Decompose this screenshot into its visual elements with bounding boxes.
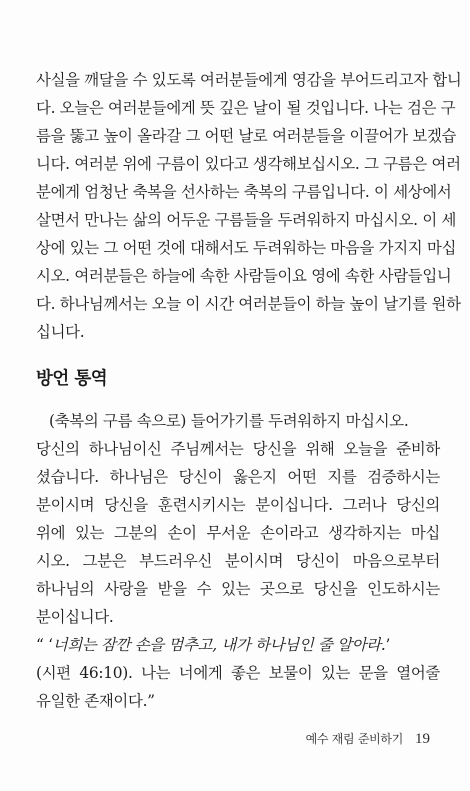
page-number: 19 (415, 731, 430, 747)
text-line: 살면서 만나는 삶의 어두운 구름들을 두려워하지 마십시오. 이 세 (36, 211, 457, 229)
text-line: 셨습니다. 하나님은 당신이 옳은지 어떤 지를 검증하시는 (36, 468, 440, 486)
running-head: 예수 재림 준비하기 (305, 732, 403, 746)
text-line: 름을 뚫고 높이 올라갈 그 어떤 날로 여러분들을 이끌어가 보겠습 (36, 127, 457, 145)
scripture-quote-line (36, 631, 440, 659)
section-heading: 방언 통역 (36, 369, 108, 389)
text-line: 당신의 하나님이신 주님께서는 당신을 위해 오늘을 준비하 (36, 440, 440, 458)
quote-open-mark: “ ‘ (36, 636, 53, 654)
text-line: 상에 있는 그 어떤 것에 대해서도 두려워하는 마음을 가지지 마십 (36, 239, 457, 257)
text-line: 다. 하나님께서는 오늘 이 시간 여러분들이 하늘 높이 날기를 원하 (36, 295, 461, 313)
text-line: 사실을 깨달을 수 있도록 여러분들에게 영감을 부어드리고자 합니 (36, 71, 462, 89)
text-line: 시오. 그분은 부드러우신 분이시며 당신이 마음으로부터 (36, 552, 440, 570)
text-line: 시오. 여러분들은 하늘에 속한 사람들이요 영에 속한 사람들입니 (36, 267, 452, 285)
text-line: 하나님의 사랑을 받을 수 있는 곳으로 당신을 인도하시는 (36, 580, 440, 598)
scripture-quote-italic: 너희는 잠깐 손을 멈추고, 내가 하나님인 줄 알아라. (52, 636, 386, 654)
body-paragraph-1 (36, 66, 462, 346)
text-line: 유일한 존재이다.” (36, 692, 155, 710)
quote-close-mark: ’ (385, 636, 391, 654)
text-line: 분이십니다. (36, 608, 114, 626)
text-line: 니다. 여러분 위에 구름이 있다고 생각해보십시오. 그 구름은 여러 (36, 155, 461, 173)
text-line: 십니다. (36, 323, 85, 341)
page-footer (306, 727, 430, 751)
text-line: 위에 있는 그분의 손이 무서운 손이라고 생각하지는 마십 (36, 524, 440, 542)
text-line: 다. 오늘은 여러분들에게 뜻 깊은 날이 될 것입니다. 나는 검은 구 (36, 99, 456, 117)
text-line: (시편 46:10). 나는 너에게 좋은 보물이 있는 문을 열어줄 (36, 664, 440, 682)
text-line: (축복의 구름 속으로) 들어가기를 두려워하지 마십시오. (49, 412, 409, 430)
text-line: 분에게 엄청난 축복을 선사하는 축복의 구름입니다. 이 세상에서 (36, 183, 452, 201)
text-line: 분이시며 당신을 훈련시키시는 분이십니다. 그러나 당신의 (36, 496, 440, 514)
body-paragraph-2 (36, 407, 440, 715)
